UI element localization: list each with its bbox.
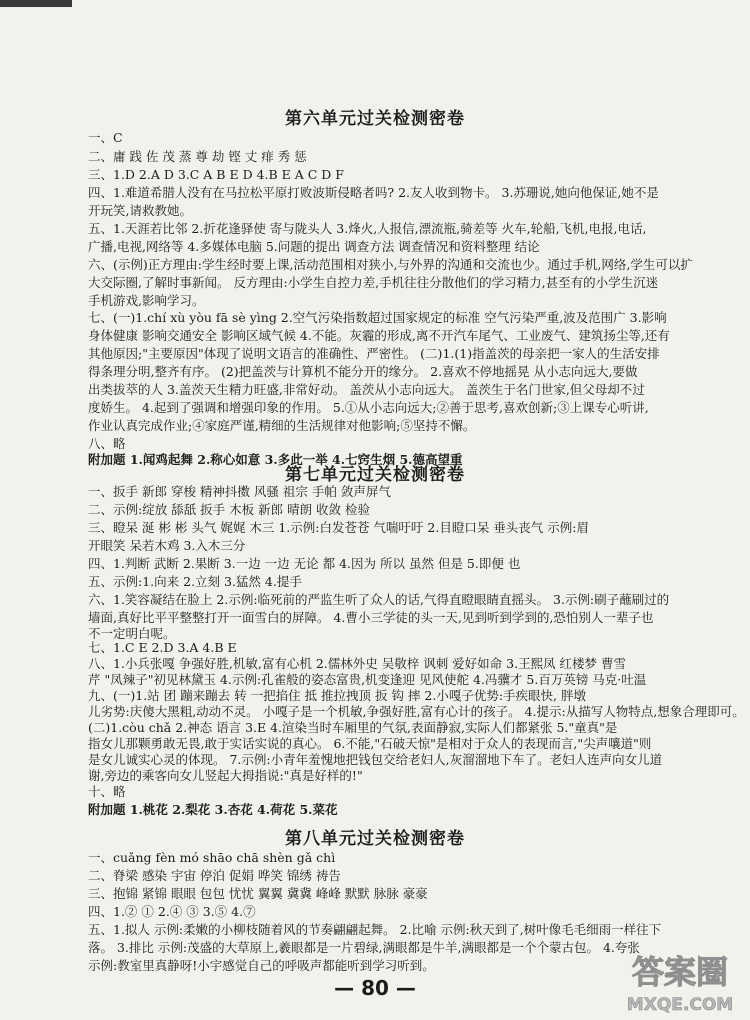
page-number: — 80 — [334, 976, 416, 1000]
unit7-line-3: 三、瞪呆 涎 彬 彬 头气 娓娓 木三 1.示例:白发苍苍 气喘吁吁 2.目瞪口呆 垂头丧气 示例:眉 [88, 520, 589, 535]
unit7-line-14: 儿劣势:庆傻大黑粗,动动不灵。 小嘎子是一个机敏,争强好胜,富有心计的孩子。 4.提示:从描写人物特点,想象合理即可。 [88, 704, 745, 719]
unit6-line-7: 广播,电视,网络等 4.多媒体电脑 5.问题的提出 调查方法 调查情况和资料整理 结论 [88, 239, 540, 254]
unit7-line-8: 墙面,真好比平平整整打开一面雪白的屏障。 4.曹小三学徒的头一天,见到听到学到的,恐怕别人一辈子也 [88, 610, 654, 625]
unit6-line-11: 七、(一)1.chí xù yòu fā sè yìng 2.空气污染指数超过国家规定的标准 空气污染严重,波及范围广 3.影响 [88, 310, 667, 325]
unit6-line-9: 大交际圈,了解时事新闻。 反方理由:小学生自控力差,手机往往分散他们的学习精力,甚至有的小学生沉迷 [88, 275, 659, 290]
unit6-line-2: 二、庸 践 佐 茂 蒸 尊 劫 铿 丈 痱 秀 惩 [88, 149, 307, 164]
unit6-line-4: 四、1.难道希腊人没有在马拉松平原打败波斯侵略者吗? 2.友人收到物卡。 3.苏珊说,她向他保证,她不是 [88, 185, 659, 200]
unit7-line-15: (二)1.còu chǎ 2.神态 语言 3.E 4.渲染当时车厢里的气氛,表面静寂,实际人们都紧张 5."童真"是 [88, 720, 618, 735]
unit6-line-19: 附加题 1.闻鸡起舞 2.称心如意 3.多此一举 4.七窍生烟 5.德高望重 [88, 452, 463, 467]
unit6-line-12: 身体健康 影响交通安全 影响区域气候 4.不能。灰霾的形成,离不开汽车尾气、工业废气、建筑扬尘等,还有 [88, 328, 670, 343]
unit7-line-7: 六、1.笑容凝结在脸上 2.示例:临死前的严监生听了众人的话,气得直瞪眼睛直摇头。 3.示例:刷子蘸刷过的 [88, 592, 670, 607]
unit7-line-6: 五、示例:1.向来 2.立刻 3.猛然 4.提手 [88, 574, 302, 589]
unit7-line-9: 不一定明白呢。 [88, 626, 176, 641]
unit8-line-1: 一、cuǎng fèn mó shāo chā shèn gǎ chì [88, 850, 336, 865]
watermark-text-bottom: MXQE.COM [626, 995, 734, 1015]
unit7-line-10: 七、1.C E 2.D 3.A 4.B E [88, 640, 237, 655]
unit6-line-15: 出类拔萃的人 3.盖茨天生精力旺盛,非常好动。 盖茨从小志向远大。 盖茨生于名门世家,但父母却不过 [88, 382, 645, 397]
unit7-line-16: 指女儿那颗勇敢无畏,敢于实话实说的真心。 6.不能,"石破天惊"是相对于众人的表现而言,"尖声嚷道"则 [88, 736, 652, 751]
unit7-line-4: 开眼笑 呆若木鸡 3.入木三分 [88, 538, 246, 553]
unit8-line-5: 五、1.拟人 示例:柔嫩的小柳枝随着风的节奏翩翩起舞。 2.比喻 示例:秋天到了,树叶像毛毛细雨一样往下 [88, 922, 662, 937]
unit6-line-6: 五、1.天涯若比邻 2.折花逢驿使 寄与陇头人 3.烽火,人报信,漂流瓶,骑差等 火车,轮船,飞机,电报,电话, [88, 221, 647, 236]
watermark-text-top: 答案圈 [631, 953, 728, 991]
watermark-logo [612, 950, 748, 1018]
unit6-line-8: 六、(示例)正方理由:学生经时要上课,活动范围相对狭小,与外界的沟通和交流也少。通过手机,网络,学生可以扩 [88, 257, 693, 272]
unit8-line-4: 四、1.② ① 2.④ ③ 3.⑤ 4.⑦ [88, 904, 256, 919]
unit7-line-2: 二、示例:绽放 舔舐 扳手 木板 新郎 晴朗 收敛 检验 [88, 502, 371, 517]
unit6-line-10: 手机游戏,影响学习。 [88, 293, 205, 308]
unit7-line-13: 九、(一)1.站 团 蹦来蹦去 转 一把掐住 抵 推拉拽顶 扳 钩 摔 2.小嘎子优势:手疾眼快, 胖墩 [88, 688, 586, 703]
unit8-line-7: 示例:教室里真静呀!小宇感觉自己的呼吸声都能听到学习听到。 [88, 958, 435, 973]
unit7-line-11: 八、1.小兵张嘎 争强好胜,机敏,富有心机 2.儒林外史 吴敬梓 讽刺 爱好如命 3.王熙凤 红楼梦 曹雪 [88, 656, 627, 671]
unit7-line-20: 附加题 1.桃花 2.梨花 3.杏花 4.荷花 5.菜花 [88, 802, 338, 817]
unit7-line-1: 一、扳手 新郎 穿梭 精神抖擞 风骚 祖宗 手帕 敛声屏气 [88, 484, 391, 499]
unit7-line-12: 芹 "凤辣子"初见林黛玉 4.示例:孔雀般的姿态富贵,机变逢迎 见风使舵 4.冯骥才 5.百万英镑 马克·吐温 [88, 672, 647, 687]
unit7-line-5: 四、1.判断 武断 2.果断 3.一边 一边 无论 都 4.因为 所以 虽然 但是 5.即便 也 [88, 556, 521, 571]
unit8-line-3: 三、抱锦 紧锦 眼眼 包包 忧忧 翼翼 冀冀 峰峰 默默 脉脉 豪豪 [88, 886, 428, 901]
unit7-line-18: 谢,旁边的乘客向女儿竖起大拇指说:"真是好样的!" [88, 768, 363, 783]
unit6-line-3: 三、1.D 2.A D 3.C A B E D 4.B E A C D F [88, 167, 344, 182]
unit6-title: 第六单元过关检测密卷 [285, 109, 465, 129]
unit6-line-18: 八、略 [88, 436, 126, 451]
unit8-line-2: 二、脊梁 感染 宇宙 停泊 促娟 哗笑 锦绣 祷告 [88, 868, 341, 883]
unit7-line-17: 是女儿诚实心灵的体现。 7.示例:小青年羞愧地把钱包交给老妇人,灰溜溜地下车了。老妇人连声向女儿道 [88, 752, 663, 767]
corner-mark [0, 0, 72, 7]
unit7-line-19: 十、略 [88, 784, 126, 799]
unit6-line-5: 开玩笑,请救教她。 [88, 203, 192, 218]
unit8-title: 第八单元过关检测密卷 [285, 829, 465, 849]
unit6-line-13: 其他原因;"主要原因"体现了说明文语言的准确性、严密性。 (二)1.(1)指盖茨的母亲把一家人的生活安排 [88, 346, 660, 361]
unit7-title: 第七单元过关检测密卷 [285, 465, 465, 485]
unit6-line-17: 作业认真完成作业;④家庭严谨,精细的生活规律对他影响;⑤坚持不懈。 [88, 418, 476, 433]
unit8-line-6: 落。 3.排比 示例:茂盛的大草原上,羲眼都是一片碧绿,满眼都是牛羊,满眼都是一个个蒙古包。 4.夸张 [88, 940, 640, 955]
unit6-line-16: 度娇生。 4.起到了强调和增强印象的作用。 5.①从小志向远大;②善于思考,喜欢创新;③上课专心听讲, [88, 400, 649, 415]
unit6-line-14: 得条理分明,整齐有序。 (2)把盖茨与计算机不能分开的缘分。 2.喜欢不停地摇晃 从小志向远大,要做 [88, 364, 638, 379]
unit6-line-1: 一、C [88, 130, 123, 145]
